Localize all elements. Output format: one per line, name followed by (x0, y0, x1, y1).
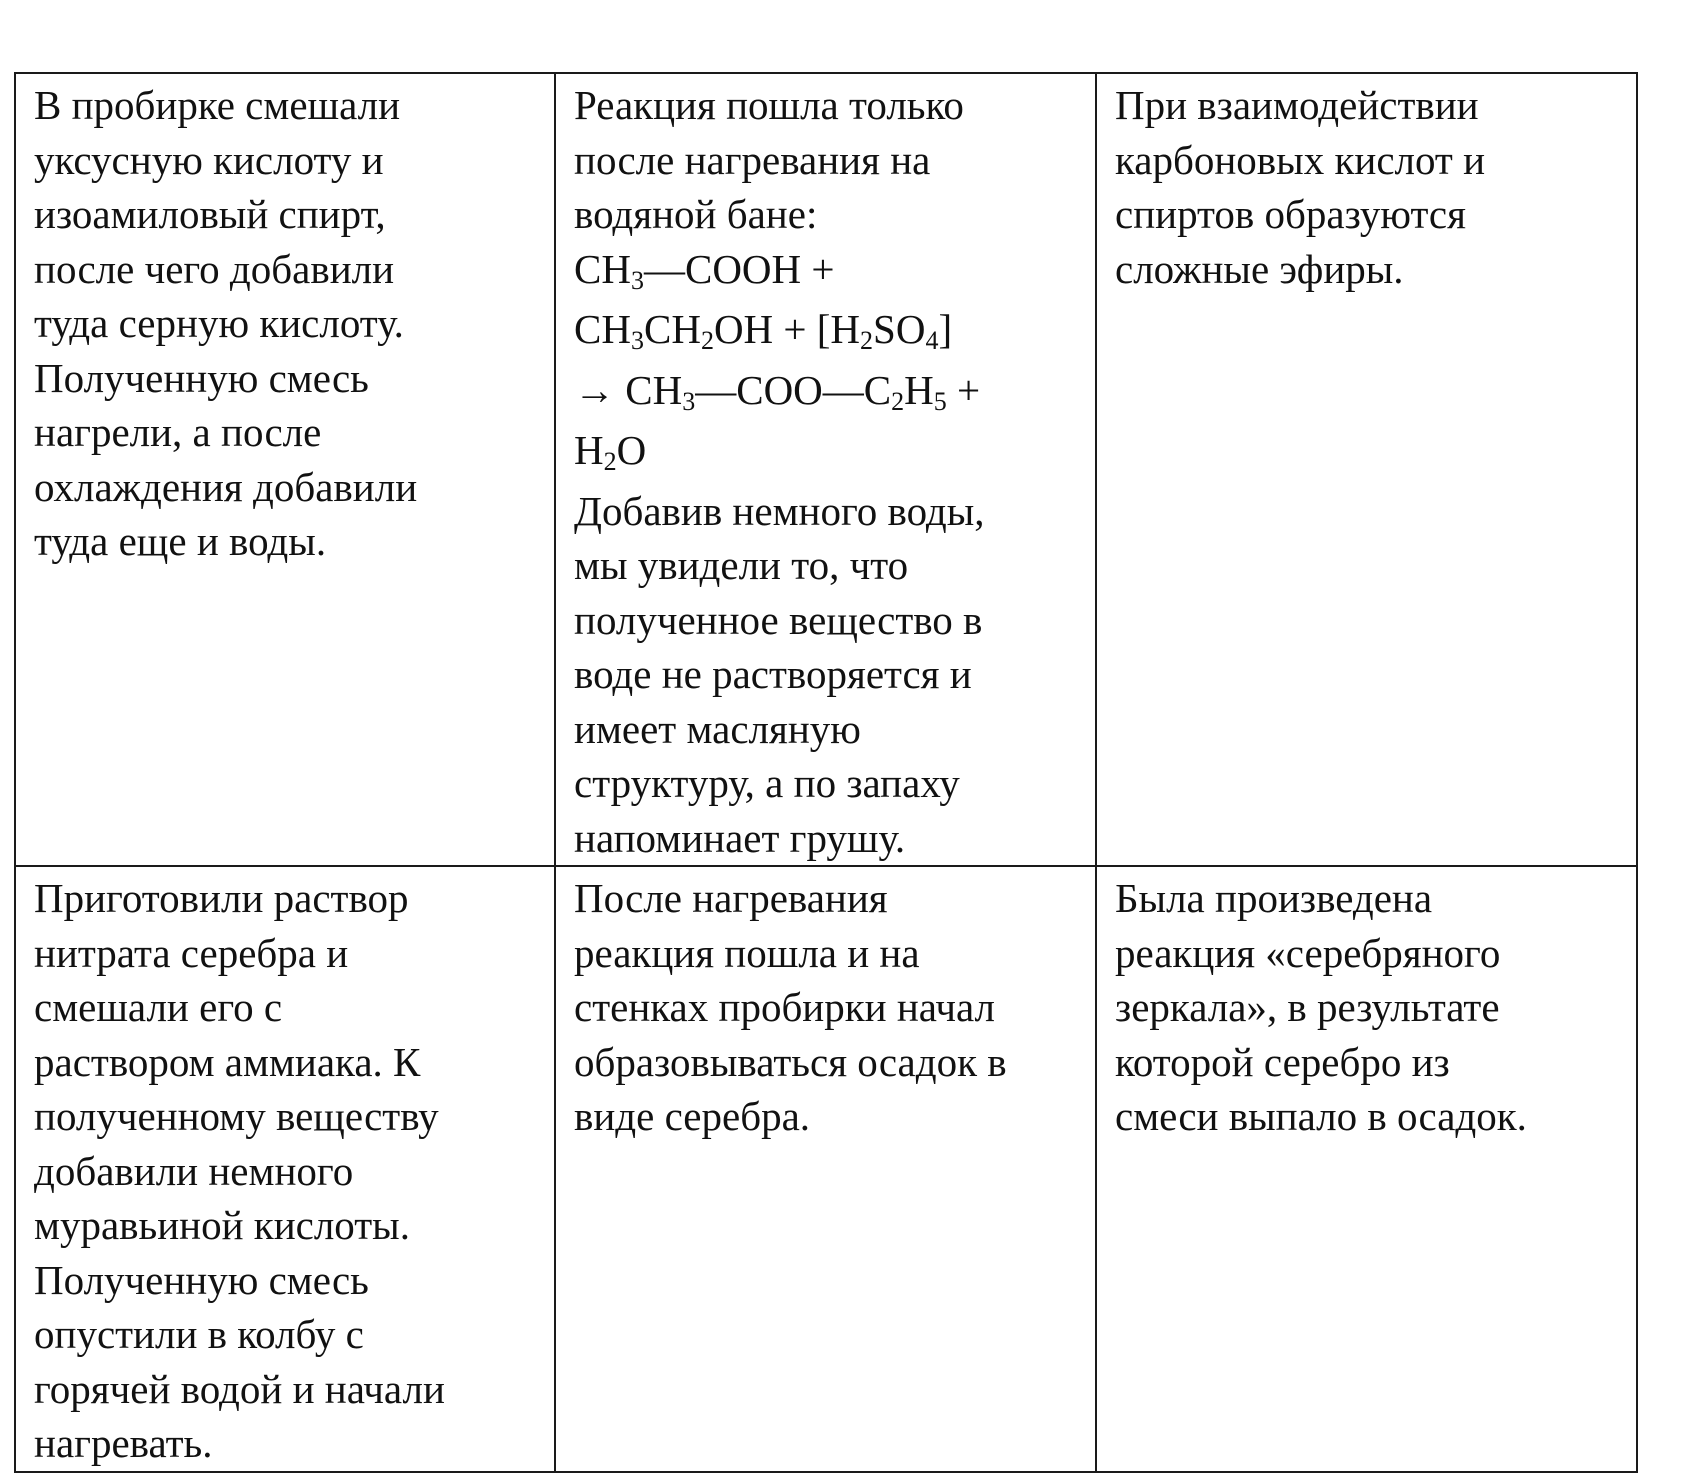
text-line: нагревать. (34, 1420, 213, 1466)
text-line: структуру, а по запаху (574, 760, 960, 806)
text-line: водяной бане: (574, 191, 818, 237)
table-row (15, 866, 1637, 1472)
text-line: напоминает грушу. (574, 814, 906, 861)
text-line: туда еще и воды. (34, 518, 327, 564)
text-line: мы увидели то, что (574, 542, 909, 588)
text-line: Полученную смесь (34, 1256, 369, 1303)
text-line: туда серную кислоту. (34, 300, 404, 346)
text-line: изоамиловый спирт, (34, 191, 386, 237)
text-line: Была произведена (1115, 875, 1433, 921)
text-line: В пробирке смешали (34, 82, 401, 128)
text-line: реакция пошла и на (574, 929, 920, 976)
text-line: уксусную кислоту и (34, 136, 384, 183)
text-line: После нагревания (574, 875, 888, 921)
text-line: сложные эфиры. (1115, 245, 1404, 292)
text-line: образовываться осадок в (574, 1038, 1007, 1085)
conclusion-cell (1096, 866, 1637, 1472)
text-line: полученному веществу (34, 1093, 439, 1139)
text-line: опустили в колбу с (34, 1311, 364, 1357)
text-line: после нагревания на (574, 136, 931, 183)
text-line: нагрели, а после (34, 409, 322, 455)
text-line: Полученную смесь (34, 354, 369, 401)
equation-line: $CH_3—COOH$ + (574, 245, 835, 295)
table-row (15, 73, 1637, 866)
text-line: смеси выпало в осадок. (1115, 1093, 1527, 1139)
experiment-cell (15, 73, 555, 866)
text-line: зеркала», в результате (1115, 984, 1500, 1030)
text-line: нитрата серебра и (34, 929, 349, 976)
equation-line: $H_2O$ (574, 427, 647, 476)
text-line: муравьиной кислоты. (34, 1202, 410, 1248)
experiment-table (14, 72, 1638, 1473)
text-line: стенках пробирки начал (574, 984, 995, 1030)
text-line: спиртов образуются (1115, 191, 1466, 237)
experiment-cell (15, 866, 555, 1472)
text-line: Добавив немного воды, (574, 487, 985, 534)
text-line: добавили немного (34, 1147, 354, 1194)
text-line: полученное вещество в (574, 596, 983, 643)
text-line: Реакция пошла только (574, 82, 964, 128)
text-line: охлаждения добавили (34, 463, 418, 510)
text-line: раствором аммиака. К (34, 1038, 421, 1085)
equation-line: $CH_3CH_2OH + [H_2SO_4]$ (574, 306, 953, 355)
observation-cell (555, 73, 1096, 866)
text-line: смешали его с (34, 984, 283, 1030)
text-line: карбоновых кислот и (1115, 136, 1486, 183)
text-line: после чего добавили (34, 245, 395, 292)
observation-cell (555, 866, 1096, 1472)
text-line: Приготовили раствор (34, 875, 409, 921)
text-line: При взаимодействии (1115, 82, 1479, 128)
text-line: виде серебра. (574, 1093, 811, 1139)
text-line: воде не растворяется и (574, 651, 972, 697)
conclusion-cell (1096, 73, 1637, 866)
text-line: реакция «серебряного (1115, 929, 1501, 976)
text-line: которой серебро из (1115, 1038, 1450, 1085)
text-line: горячей водой и начали (34, 1365, 445, 1412)
text-line: имеет масляную (574, 705, 861, 752)
equation-line: → $CH_3—COO—C_2H_5$ + (574, 366, 981, 416)
